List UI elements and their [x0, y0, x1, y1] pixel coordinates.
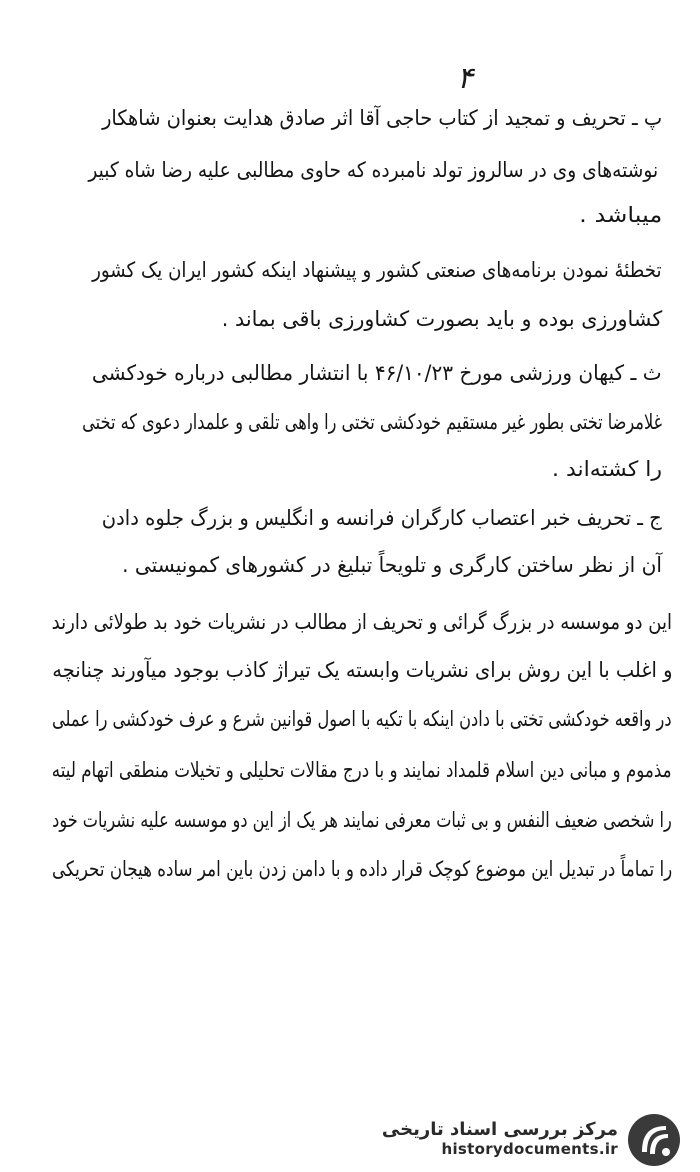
archive-title: مرکز بررسی اسناد تاریخی — [381, 1119, 618, 1141]
text-line-5: کشاورزی بوده و باید بصورت کشاورزی باقی بماند . — [221, 307, 662, 331]
text-line-15: را شخصی ضعیف النفس و بی ثبات معرفی نمایند هر یک از این دو موسسه علیه نشریات خود — [52, 808, 672, 832]
archive-watermark-text — [382, 1120, 618, 1159]
text-line-13: در واقعه خودکشی تختی با دادن اینکه با تکیه با اصول قوانین شرع و عرف خودکشی را عملی — [52, 707, 672, 731]
archive-url: historydocuments.ir — [441, 1140, 618, 1159]
text-line-4: تخطئهٔ نمودن برنامه‌های صنعتی کشور و پیشنهاد اینکه کشور ایران یک کشور — [92, 258, 662, 282]
text-line-10: آن از نظر ساختن کارگری و تلویحاً تبلیغ در کشورهای کمونیستی . — [122, 553, 662, 577]
document-roll-icon — [626, 1112, 682, 1168]
text-line-11: این دو موسسه در بزرگ گرائی و تحریف از مطالب در نشریات خود بد طولائی دارند — [51, 610, 672, 634]
text-line-14: مذموم و مبانی دین اسلام قلمداد نمایند و با درج مقالات تحلیلی و تخیلات منطقی اتهام لیته — [52, 758, 672, 782]
text-line-3: میباشد . — [578, 203, 662, 227]
text-line-16: را تماماً در تبدیل این موضوع کوچک قرار داده و با دامن زدن باین امر ساده هیجان تحریکی — [51, 857, 672, 881]
text-line-2: نوشته‌های وی در سالروز تولد نامبرده که حاوی مطالبی علیه رضا شاه کبیر — [88, 158, 658, 182]
text-line-8: را کشته‌اند . — [551, 457, 662, 481]
text-line-7: غلامرضا تختی بطور غیر مستقیم خودکشی تختی را واهی تلقی و علمدار دعوی که تختی — [82, 410, 662, 434]
page-number: ۴ — [456, 61, 474, 96]
text-line-9: ج ـ تحریف خبر اعتصاب کارگران فرانسه و انگلیس و بزرگ جلوه دادن — [102, 506, 662, 530]
archive-watermark — [382, 1110, 682, 1170]
text-line-1: پ ـ تحریف و تمجید از کتاب حاجی آقا اثر صادق هدایت بعنوان شاهکار — [101, 106, 662, 130]
text-line-6: ث ـ کیهان ورزشی مورخ ۴۶/۱۰/۲۳ با انتشار مطالبی درباره خودکشی — [92, 361, 662, 385]
text-line-12: و اغلب با این روش برای نشریات وابسته یک تیراژ کاذب بوجود میآورند چنانچه — [51, 658, 672, 682]
